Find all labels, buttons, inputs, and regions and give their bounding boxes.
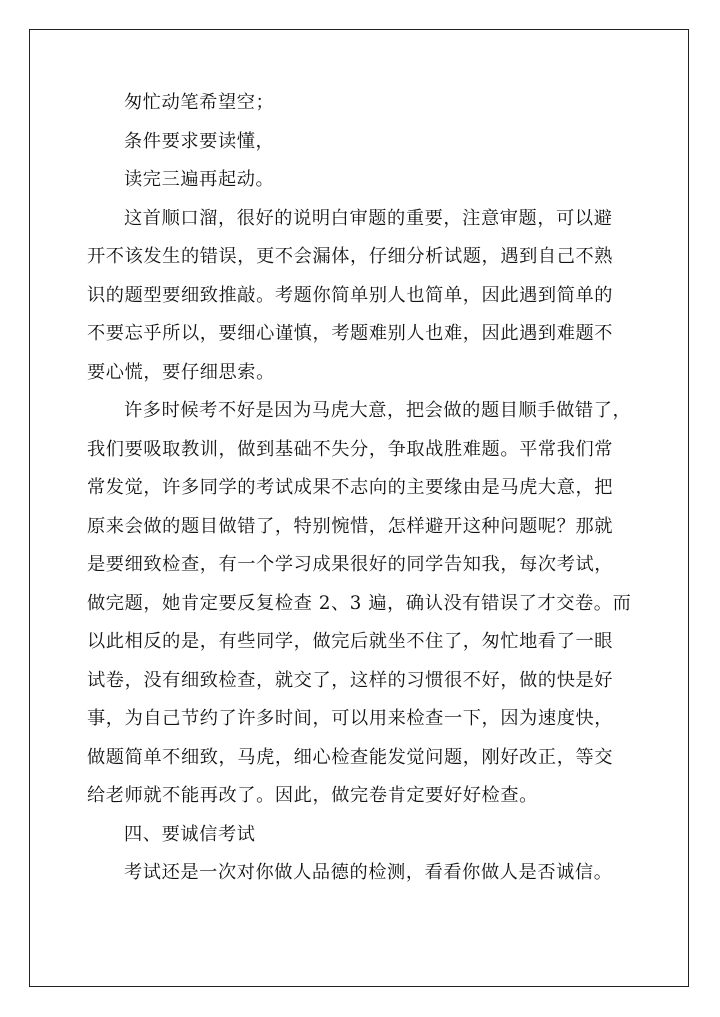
text-line: 原来会做的题目做错了，特别惋惜，怎样避开这种问题呢？那就 [87,515,614,537]
text-line: 这首顺口溜，很好的说明白审题的重要，注意审题，可以避 [124,207,613,229]
text-line: 要心慌，要仔细思索。 [87,361,275,383]
text-line: 做题简单不细致，马虎，细心检查能发觉问题，刚好改正，等交 [87,746,614,768]
text-line: 常发觉，许多同学的考试成果不志向的主要缘由是马虎大意，把 [87,477,614,498]
text-line: 是要细致检查，有一个学习成果很好的同学告知我，每次考试， [87,554,614,575]
text-line: 以此相反的是，有些同学，做完后就坐不住了，匆忙地看了一眼 [87,631,614,652]
text-line: 做完题，她肯定要反复检查 2、3 遍，确认没有错误了才交卷。而 [87,592,632,614]
text-line: 给老师就不能再改了。因此，做完卷肯定要好好检查。 [87,785,538,806]
section-heading: 四、要诚信考试 [124,823,256,845]
text-line: 许多时候考不好是因为马虎大意，把会做的题目顺手做错了， [124,400,632,421]
text-line: 不要忘乎所以，要细心谨慎，考题难别人也难，因此遇到难题不 [87,323,614,344]
text-line: 考试还是一次对你做人品德的检测，看看你做人是否诚信。 [124,862,613,883]
text-line: 条件要求要读懂， [124,130,275,152]
text-line: 匆忙动笔希望空； [124,92,275,113]
document-body [87,84,642,893]
text-line: 试卷，没有细致检查，就交了，这样的习惯很不好，做的快是好 [87,669,614,691]
text-line: 识的题型要细致推敲。考题你简单别人也简单，因此遇到简单的 [87,284,614,306]
text-line: 事，为自己节约了许多时间，可以用来检查一下，因为速度快， [87,708,614,729]
text-line: 读完三遍再起动。 [124,169,275,190]
text-line: 开不该发生的错误，更不会漏体，仔细分析试题，遇到自己不熟 [87,246,614,267]
text-line: 我们要吸取教训，做到基础不失分，争取战胜难题。平常我们常 [87,438,614,460]
